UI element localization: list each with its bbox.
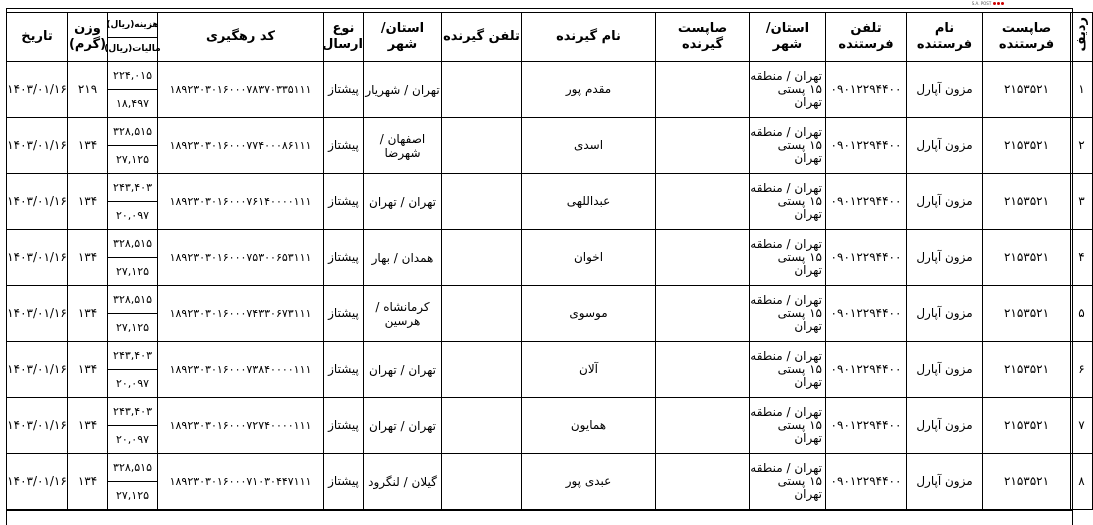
cell-tracking-code: ۱۸۹۲۳۰۳۰۱۶۰۰۰۷۳۸۴۰۰۰۰۱۱۱ (158, 342, 324, 398)
col-receiver-postcode: صاپست گیرنده (656, 13, 750, 62)
cell-receiver-city: گیلان / لنگرود (364, 454, 442, 510)
cell-cost-tax (108, 118, 158, 174)
cell-row-no: ۳ (1071, 174, 1093, 230)
cell-send-type: پیشتاز (324, 398, 364, 454)
col-tracking-code: کد رهگیری (158, 13, 324, 62)
cell-sender-name: مزون آپارل (907, 398, 983, 454)
cell-sender-city: تهران / منطقه ۱۵ پستی تهران (750, 174, 826, 230)
cell-cost: ۲۲۴,۰۱۵ (113, 69, 152, 82)
cell-tracking-code: ۱۸۹۲۳۰۳۰۱۶۰۰۰۷۱۰۳۰۴۴۷۱۱۱ (158, 454, 324, 510)
cell-tax: ۲۰,۰۹۷ (108, 369, 157, 397)
cell-sender-phone: ۰۹۰۱۲۲۹۴۴۰۰ (826, 398, 907, 454)
cell-sender-phone: ۰۹۰۱۲۲۹۴۴۰۰ (826, 174, 907, 230)
cell-sender-phone: ۰۹۰۱۲۲۹۴۴۰۰ (826, 342, 907, 398)
cell-cost-tax (108, 62, 158, 118)
cell-send-type: پیشتاز (324, 118, 364, 174)
cell-receiver-postcode (656, 454, 750, 510)
col-sender-postcode: صاپست فرستنده (983, 13, 1071, 62)
col-date: تاریخ (7, 13, 68, 62)
post-logo (964, 0, 1012, 7)
cell-cost-tax (108, 398, 158, 454)
cell-sender-name: مزون آپارل (907, 454, 983, 510)
cell-receiver-city: کرمانشاه / هرسین (364, 286, 442, 342)
cell-tax: ۲۷,۱۲۵ (108, 257, 157, 285)
cell-sender-city: تهران / منطقه ۱۵ پستی تهران (750, 230, 826, 286)
cell-receiver-name: عبداللهی (522, 174, 656, 230)
table-row (7, 398, 1093, 454)
cell-receiver-postcode (656, 230, 750, 286)
cell-sender-city: تهران / منطقه ۱۵ پستی تهران (750, 286, 826, 342)
cell-receiver-postcode (656, 174, 750, 230)
cell-tracking-code: ۱۸۹۲۳۰۳۰۱۶۰۰۰۷۶۱۴۰۰۰۰۱۱۱ (158, 174, 324, 230)
cell-sender-postcode: ۲۱۵۳۵۲۱ (983, 118, 1071, 174)
cell-receiver-name: همایون (522, 398, 656, 454)
cell-sender-name: مزون آپارل (907, 118, 983, 174)
table-row (7, 62, 1093, 118)
cell-receiver-city: تهران / تهران (364, 398, 442, 454)
cell-sender-postcode: ۲۱۵۳۵۲۱ (983, 174, 1071, 230)
col-receiver-phone: تلفن گیرنده (442, 13, 522, 62)
cell-receiver-phone (442, 230, 522, 286)
cell-tax: ۲۷,۱۲۵ (108, 145, 157, 173)
cell-cost: ۲۴۳,۴۰۳ (113, 405, 152, 418)
cell-cost-tax (108, 342, 158, 398)
cell-receiver-postcode (656, 398, 750, 454)
cell-tax: ۱۸,۴۹۷ (108, 89, 157, 117)
cell-sender-postcode: ۲۱۵۳۵۲۱ (983, 454, 1071, 510)
cell-date: ۱۴۰۳/۰۱/۱۶ (7, 62, 68, 118)
cell-receiver-postcode (656, 286, 750, 342)
cell-weight: ۱۳۴ (68, 342, 108, 398)
cell-row-no: ۷ (1071, 398, 1093, 454)
table-row (7, 454, 1093, 510)
cell-weight: ۱۳۴ (68, 286, 108, 342)
cell-sender-city: تهران / منطقه ۱۵ پستی تهران (750, 62, 826, 118)
cell-row-no: ۶ (1071, 342, 1093, 398)
cell-sender-phone: ۰۹۰۱۲۲۹۴۴۰۰ (826, 230, 907, 286)
cell-date: ۱۴۰۳/۰۱/۱۶ (7, 342, 68, 398)
cell-send-type: پیشتاز (324, 62, 364, 118)
cell-send-type: پیشتاز (324, 286, 364, 342)
cell-receiver-phone (442, 62, 522, 118)
logo-text: S.A. POST (971, 0, 992, 6)
cell-receiver-phone (442, 398, 522, 454)
cell-cost-tax (108, 230, 158, 286)
cell-sender-city: تهران / منطقه ۱۵ پستی تهران (750, 398, 826, 454)
cell-receiver-city: اصفهان / شهرضا (364, 118, 442, 174)
cell-receiver-city: همدان / بهار (364, 230, 442, 286)
cell-receiver-phone (442, 174, 522, 230)
cell-receiver-name: اسدی (522, 118, 656, 174)
cell-weight: ۱۳۴ (68, 118, 108, 174)
cell-cost: ۲۴۳,۴۰۳ (113, 349, 152, 362)
table-header-row (7, 13, 1093, 62)
cell-date: ۱۴۰۳/۰۱/۱۶ (7, 286, 68, 342)
cell-sender-postcode: ۲۱۵۳۵۲۱ (983, 398, 1071, 454)
col-cost-tax (104, 13, 161, 62)
bottom-border (6, 510, 1072, 511)
cell-sender-phone: ۰۹۰۱۲۲۹۴۴۰۰ (826, 118, 907, 174)
cell-row-no: ۴ (1071, 230, 1093, 286)
table-row (7, 230, 1093, 286)
cell-weight: ۱۳۴ (68, 174, 108, 230)
cell-receiver-phone (442, 454, 522, 510)
shipment-table (6, 12, 1093, 510)
cell-tracking-code: ۱۸۹۲۳۰۳۰۱۶۰۰۰۷۲۷۴۰۰۰۰۱۱۱ (158, 398, 324, 454)
cell-tracking-code: ۱۸۹۲۳۰۳۰۱۶۰۰۰۷۷۴۰۰۰۸۶۱۱۱ (158, 118, 324, 174)
cell-date: ۱۴۰۳/۰۱/۱۶ (7, 118, 68, 174)
col-weight: وزن (گرم) (68, 13, 108, 62)
cell-sender-name: مزون آپارل (907, 230, 983, 286)
cell-cost-tax (108, 286, 158, 342)
cell-tax: ۲۰,۰۹۷ (108, 201, 157, 229)
cell-row-no: ۸ (1071, 454, 1093, 510)
cell-tracking-code: ۱۸۹۲۳۰۳۰۱۶۰۰۰۷۸۳۷۰۳۳۵۱۱۱ (158, 62, 324, 118)
cell-sender-phone: ۰۹۰۱۲۲۹۴۴۰۰ (826, 286, 907, 342)
col-receiver-name: نام گیرنده (522, 13, 656, 62)
cell-date: ۱۴۰۳/۰۱/۱۶ (7, 230, 68, 286)
cell-row-no: ۲ (1071, 118, 1093, 174)
col-send-type: نوع ارسال (324, 13, 364, 62)
logo-dots-icon (993, 2, 1004, 5)
cell-tax: ۲۷,۱۲۵ (108, 313, 157, 341)
cell-receiver-name: عبدی پور (522, 454, 656, 510)
cell-weight: ۱۳۴ (68, 398, 108, 454)
cell-receiver-phone (442, 342, 522, 398)
cell-receiver-name: اخوان (522, 230, 656, 286)
cell-receiver-name: آلان (522, 342, 656, 398)
cell-receiver-postcode (656, 62, 750, 118)
cell-cost-tax (108, 454, 158, 510)
cell-receiver-city: تهران / تهران (364, 342, 442, 398)
cell-cost-tax (108, 174, 158, 230)
cell-sender-city: تهران / منطقه ۱۵ پستی تهران (750, 454, 826, 510)
cell-sender-name: مزون آپارل (907, 62, 983, 118)
cell-tax: ۲۰,۰۹۷ (108, 425, 157, 453)
col-receiver-city: استان/ شهر (364, 13, 442, 62)
cell-date: ۱۴۰۳/۰۱/۱۶ (7, 398, 68, 454)
cell-weight: ۱۳۴ (68, 230, 108, 286)
cell-sender-name: مزون آپارل (907, 174, 983, 230)
cell-sender-phone: ۰۹۰۱۲۲۹۴۴۰۰ (826, 454, 907, 510)
cell-sender-postcode: ۲۱۵۳۵۲۱ (983, 286, 1071, 342)
cell-cost: ۳۲۸,۵۱۵ (113, 293, 152, 306)
cell-weight: ۱۳۴ (68, 454, 108, 510)
table-row (7, 118, 1093, 174)
cell-sender-postcode: ۲۱۵۳۵۲۱ (983, 62, 1071, 118)
cell-sender-city: تهران / منطقه ۱۵ پستی تهران (750, 118, 826, 174)
cell-send-type: پیشتاز (324, 342, 364, 398)
top-border (6, 8, 1072, 9)
cell-sender-name: مزون آپارل (907, 342, 983, 398)
cell-receiver-phone (442, 286, 522, 342)
cell-receiver-phone (442, 118, 522, 174)
cell-receiver-city: تهران / تهران (364, 174, 442, 230)
cell-cost: ۳۲۸,۵۱۵ (113, 237, 152, 250)
cell-tracking-code: ۱۸۹۲۳۰۳۰۱۶۰۰۰۷۵۳۰۰۶۵۳۱۱۱ (158, 230, 324, 286)
col-row-no: ردیف (1071, 13, 1093, 62)
col-sender-city: استان/ شهر (750, 13, 826, 62)
shipment-sheet (6, 0, 1089, 525)
table-row (7, 174, 1093, 230)
cell-sender-postcode: ۲۱۵۳۵۲۱ (983, 342, 1071, 398)
cell-send-type: پیشتاز (324, 454, 364, 510)
cell-receiver-postcode (656, 342, 750, 398)
cell-send-type: پیشتاز (324, 174, 364, 230)
cell-receiver-city: تهران / شهریار (364, 62, 442, 118)
cell-tax: ۲۷,۱۲۵ (108, 481, 157, 509)
table-row (7, 286, 1093, 342)
col-tax-label: مالیات(ریال) (108, 37, 157, 61)
col-cost-label: هزینه(ریال) (106, 20, 159, 30)
cell-sender-postcode: ۲۱۵۳۵۲۱ (983, 230, 1071, 286)
col-sender-phone: تلفن فرستنده (826, 13, 907, 62)
col-sender-name: نام فرستنده (907, 13, 983, 62)
cell-date: ۱۴۰۳/۰۱/۱۶ (7, 174, 68, 230)
table-row (7, 342, 1093, 398)
cell-receiver-postcode (656, 118, 750, 174)
cell-cost: ۳۲۸,۵۱۵ (113, 461, 152, 474)
cell-sender-name: مزون آپارل (907, 286, 983, 342)
cell-tracking-code: ۱۸۹۲۳۰۳۰۱۶۰۰۰۷۴۳۳۰۶۷۳۱۱۱ (158, 286, 324, 342)
cell-send-type: پیشتاز (324, 230, 364, 286)
cell-weight: ۲۱۹ (68, 62, 108, 118)
cell-receiver-name: موسوی (522, 286, 656, 342)
cell-cost: ۲۴۳,۴۰۳ (113, 181, 152, 194)
cell-receiver-name: مقدم پور (522, 62, 656, 118)
cell-date: ۱۴۰۳/۰۱/۱۶ (7, 454, 68, 510)
cell-row-no: ۵ (1071, 286, 1093, 342)
cell-sender-phone: ۰۹۰۱۲۲۹۴۴۰۰ (826, 62, 907, 118)
cell-row-no: ۱ (1071, 62, 1093, 118)
cell-sender-city: تهران / منطقه ۱۵ پستی تهران (750, 342, 826, 398)
cell-cost: ۳۲۸,۵۱۵ (113, 125, 152, 138)
